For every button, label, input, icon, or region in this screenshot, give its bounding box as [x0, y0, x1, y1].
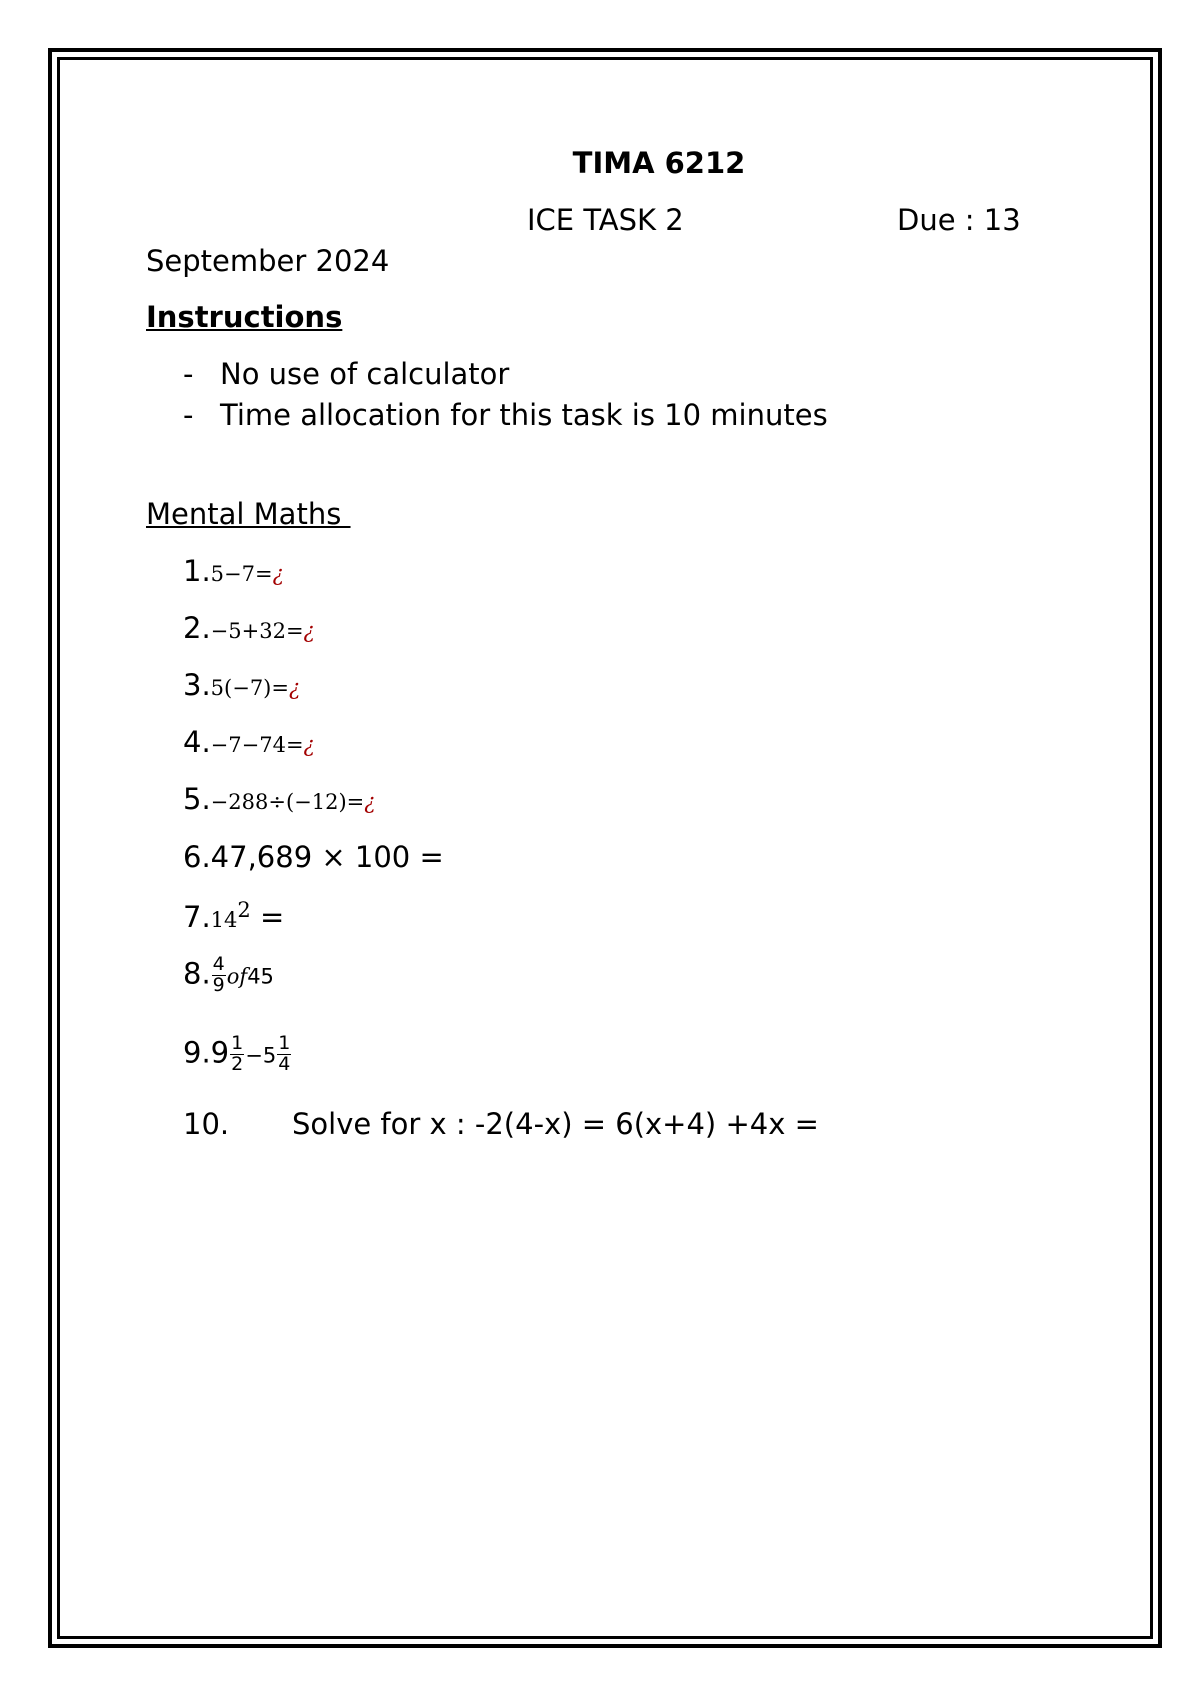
instruction-item: No use of calculator	[220, 357, 510, 391]
question-item	[183, 1034, 292, 1075]
due-date-continued: September 2024	[146, 244, 390, 278]
operator: −5	[245, 1043, 277, 1068]
question-number: 10.	[183, 1107, 230, 1141]
question-item	[183, 554, 284, 588]
question-item	[183, 611, 315, 645]
fraction	[277, 1034, 291, 1075]
placeholder-mark: ¿	[288, 676, 301, 700]
question-number: 1.	[183, 554, 211, 588]
fraction-numerator: 1	[278, 1032, 291, 1054]
of-word: of	[226, 964, 248, 989]
question-number: 8.	[183, 956, 211, 991]
instruction-item: Time allocation for this task is 10 minutes	[220, 398, 828, 432]
placeholder-mark: ¿	[303, 619, 315, 643]
question-item	[183, 668, 301, 702]
instructions-heading: Instructions	[146, 300, 343, 334]
fraction	[230, 1034, 244, 1075]
equals-sign: =	[250, 900, 285, 934]
fraction-denominator: 4	[278, 1052, 291, 1075]
question-expression: Solve for x : -2(4-x) = 6(x+4) +4x =	[292, 1107, 819, 1141]
question-item	[183, 840, 444, 874]
power-base: 14	[210, 908, 238, 932]
fraction-numerator: 4	[212, 953, 225, 975]
bullet-dash: -	[183, 398, 194, 432]
question-item	[183, 900, 284, 932]
question-number: 6.	[183, 840, 211, 874]
power-exponent: 2	[237, 898, 251, 922]
question-expression: 47,689 × 100 =	[210, 840, 444, 874]
question-number: 3.	[183, 668, 211, 702]
question-number: 5.	[183, 782, 211, 816]
question-expression: −7−74=	[210, 733, 304, 757]
mixed-whole: 9	[210, 1035, 230, 1070]
value: 45	[247, 964, 274, 989]
course-code-title: TIMA 6212	[572, 146, 746, 180]
question-item	[183, 725, 315, 759]
fraction-denominator: 2	[231, 1052, 244, 1075]
question-number: 7.	[183, 900, 211, 934]
question-expression: 5−7=	[210, 562, 273, 586]
due-date-label: Due : 13	[897, 203, 1021, 237]
question-expression: −288÷(−12)=	[210, 790, 365, 814]
question-item	[183, 955, 274, 996]
fraction-numerator: 1	[231, 1032, 244, 1054]
task-label: ICE TASK 2	[527, 203, 684, 237]
question-expression: 5(−7)=	[210, 676, 289, 700]
question-number: 9.	[183, 1035, 211, 1070]
fraction	[212, 955, 226, 996]
question-number: 2.	[183, 611, 211, 645]
placeholder-mark: ¿	[272, 562, 284, 586]
question-item	[183, 782, 376, 816]
bullet-dash: -	[183, 357, 194, 391]
placeholder-mark: ¿	[303, 733, 315, 757]
placeholder-mark: ¿	[364, 790, 376, 814]
question-expression: −5+32=	[210, 619, 304, 643]
fraction-denominator: 9	[212, 973, 225, 996]
mental-maths-heading: Mental Maths	[146, 497, 351, 531]
question-number: 4.	[183, 725, 211, 759]
